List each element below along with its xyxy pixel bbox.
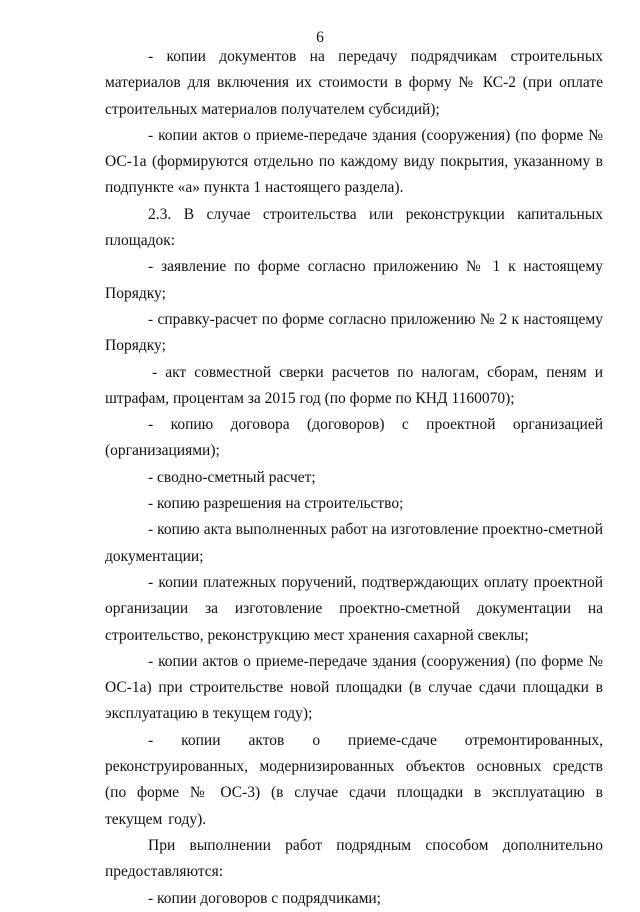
paragraph: - копию акта выполненных работ на изготовление проектно-сметной документации; [105, 521, 603, 565]
page-number: 6 [316, 29, 324, 46]
paragraph: 2.3. В случае строительства или реконструкции капитальных площадок: [105, 205, 603, 250]
document-body [105, 44, 603, 912]
paragraph: - копию договора (договоров) с проектной организацией (организациями); [105, 416, 603, 460]
paragraph: - копии платежных поручений, подтверждающих оплату проектной организации за изготовление проектно-сметной документации на строительство, реконструкцию мест хранения сахарной свеклы; [105, 573, 603, 644]
paragraph: - акт совместной сверки расчетов по налогам, сборам, пеням и штрафам, процентам за 2015 год (по форме по КНД 1160070); [105, 363, 603, 407]
paragraph: - копии актов о приеме-передаче здания (сооружения) (по форме № ОС-1а) при строительстве новой площадки (в случае сдачи площадки в эксплуатацию в текущем году); [105, 652, 603, 723]
paragraph: - копии актов о приеме-сдаче отремонтированных, реконструированных, модернизированных объектов основных средств (по форме № ОС-3) (в случае сдачи площадки в эксплуатацию в текущем году). [105, 731, 603, 828]
paragraph: - сводно-сметный расчет; [148, 468, 316, 486]
paragraph: - копии договоров с подрядчиками; [148, 889, 381, 907]
paragraph: - копию разрешения на строительство; [148, 495, 404, 513]
paragraph: - копии документов на передачу подрядчикам строительных материалов для включения их стоимости в форму № КС-2 (при оплате строительных материалов получателем субсидий); [105, 48, 603, 118]
paragraph: - копии актов о приеме-передаче здания (сооружения) (по форме № ОС-1а (формируются отдельно по каждому виду покрытия, указанному в подпункте «а» пункта 1 настоящего раздела). [105, 126, 603, 197]
paragraph: При выполнении работ подрядным способом дополнительно предоставляются: [105, 836, 603, 881]
paragraph: - заявление по форме согласно приложению № 1 к настоящему Порядку; [105, 258, 603, 302]
paragraph: - справку-расчет по форме согласно приложению № 2 к настоящему Порядку; [105, 310, 603, 355]
